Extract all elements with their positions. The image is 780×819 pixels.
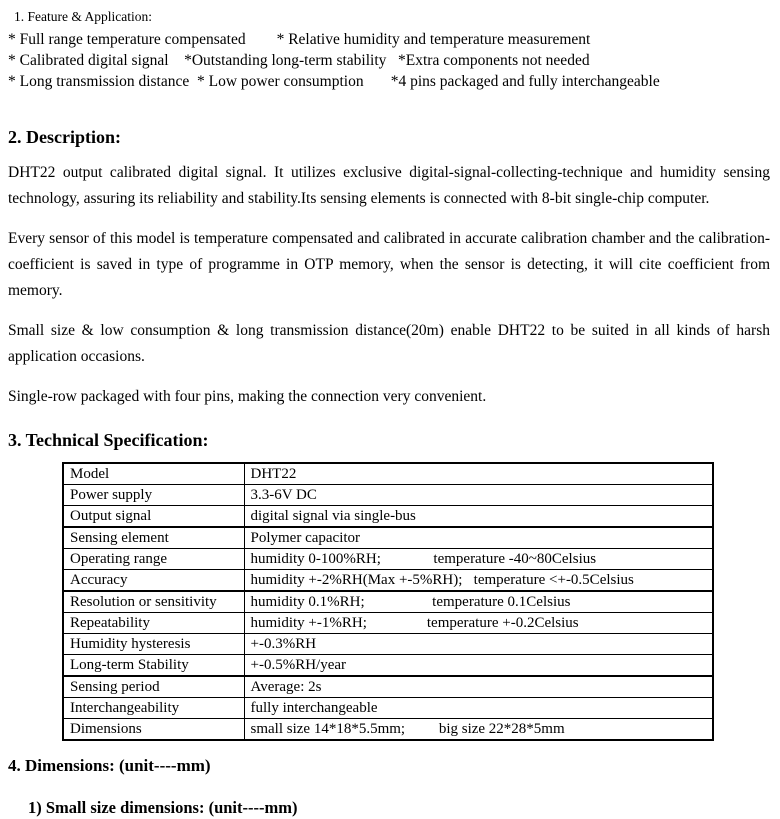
table-row [63,613,713,634]
spec-label: Resolution or sensitivity [63,591,244,613]
spec-value: humidity 0-100%RH; temperature -40~80Celsius [244,549,713,570]
description-paragraph-3: Small size & low consumption & long transmission distance(20m) enable DHT22 to be suited in all kinds of harsh application occasions. [8,322,770,365]
spec-label: Accuracy [63,570,244,592]
feature-list [8,29,770,92]
spec-value: small size 14*18*5.5mm; big size 22*28*5mm [244,719,713,741]
document-page [8,8,770,819]
table-row [63,506,713,528]
spec-value: +-0.5%RH/year [244,655,713,677]
spec-value: humidity +-2%RH(Max +-5%RH); temperature <+-0.5Celsius [244,570,713,592]
description-paragraph-2: Every sensor of this model is temperature compensated and calibrated in accurate calibration chamber and the calibration-coefficient is saved in type of programme in OTP memory, when the sensor is detecting, it will cite coefficient from memory. [8,230,770,299]
spec-label: Repeatability [63,613,244,634]
table-row [63,485,713,506]
description-paragraph-4: Single-row packaged with four pins, making the connection very convenient. [8,388,487,405]
spec-label: Model [63,463,244,485]
table-row [63,549,713,570]
spec-label: Operating range [63,549,244,570]
spec-value: digital signal via single-bus [244,506,713,528]
spec-value: DHT22 [244,463,713,485]
section4-heading: 4. Dimensions: (unit----mm) [8,756,211,775]
spec-label: Sensing element [63,527,244,549]
spec-value: Polymer capacitor [244,527,713,549]
spec-value: 3.3-6V DC [244,485,713,506]
feature-line: * Full range temperature compensated * Relative humidity and temperature measurement [8,31,591,48]
spec-table [62,462,714,741]
feature-line: * Calibrated digital signal *Outstanding long-term stability *Extra components not needed [8,52,590,69]
table-row [63,655,713,677]
table-row [63,570,713,592]
spec-label: Sensing period [63,676,244,698]
section2-heading: 2. Description: [8,127,121,147]
table-row [63,676,713,698]
table-row [63,527,713,549]
table-row [63,591,713,613]
section3-heading: 3. Technical Specification: [8,430,209,450]
table-row [63,463,713,485]
spec-value: +-0.3%RH [244,634,713,655]
spec-value: Average: 2s [244,676,713,698]
table-row [63,634,713,655]
spec-label: Dimensions [63,719,244,741]
spec-value: humidity 0.1%RH; temperature 0.1Celsius [244,591,713,613]
spec-label: Humidity hysteresis [63,634,244,655]
spec-label: Long-term Stability [63,655,244,677]
spec-value: fully interchangeable [244,698,713,719]
feature-line: * Long transmission distance * Low power consumption *4 pins packaged and fully interchangeable [8,73,660,90]
small-size-dimensions-heading: 1) Small size dimensions: (unit----mm) [28,798,298,817]
spec-label: Power supply [63,485,244,506]
section1-title: 1. Feature & Application: [14,9,152,24]
spec-value: humidity +-1%RH; temperature +-0.2Celsius [244,613,713,634]
table-row [63,719,713,741]
table-row [63,698,713,719]
spec-label: Output signal [63,506,244,528]
spec-label: Interchangeability [63,698,244,719]
description-paragraph-1: DHT22 output calibrated digital signal. It utilizes exclusive digital-signal-collecting-technique and humidity sensing technology, assuring its reliability and stability.Its sensing elements is connected with 8-bit single-chip computer. [8,164,770,207]
